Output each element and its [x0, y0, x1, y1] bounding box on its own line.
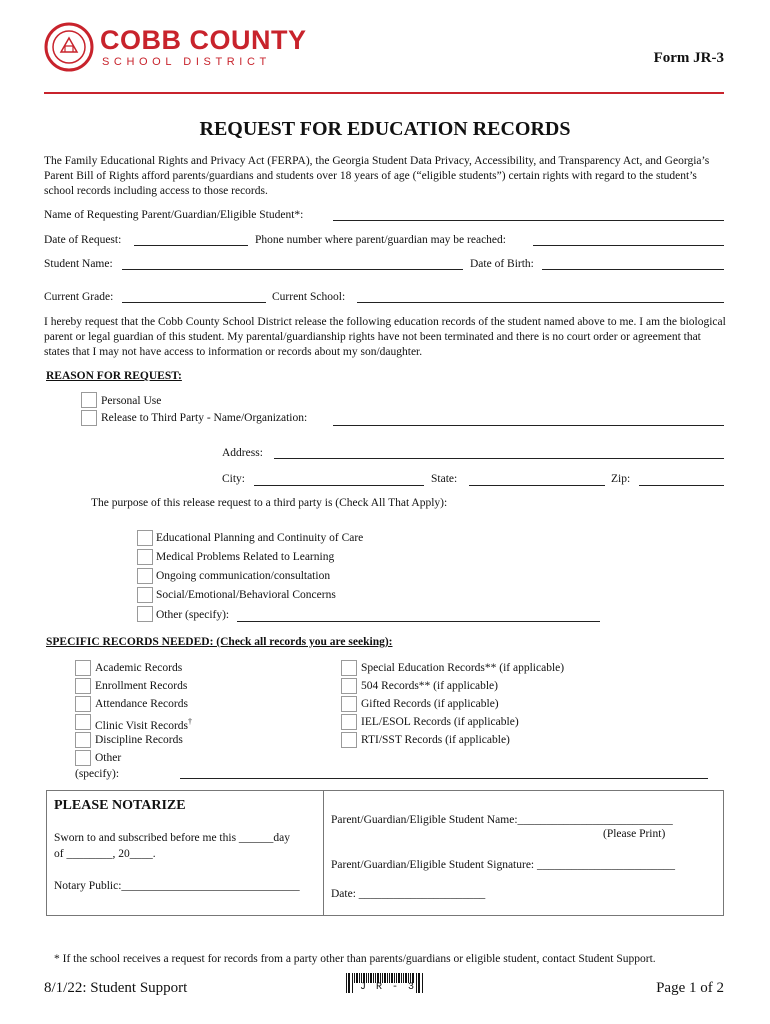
date-of-request-field[interactable] [134, 245, 248, 246]
purpose-checkbox[interactable] [137, 587, 153, 603]
record-checkbox[interactable] [341, 732, 357, 748]
footer-date: 8/1/22: Student Support [44, 980, 188, 996]
record-checkbox[interactable] [75, 696, 91, 712]
district-logo [44, 22, 307, 74]
phone-field[interactable] [533, 245, 724, 246]
record-checkbox[interactable] [341, 678, 357, 694]
header-rule [44, 92, 724, 94]
dagger-mark: † [188, 717, 193, 726]
reason-heading: REASON FOR REQUEST: [46, 370, 182, 382]
personal-use-checkbox[interactable] [81, 392, 97, 408]
requester-name-field[interactable] [333, 220, 724, 221]
request-statement: I hereby request that the Cobb County School District release the following education records of the student named above to me. I am the biological parent or legal guardian of this student. My parental/guardianship rights have not been terminated and there is no court order or agreement that states that I may not have access to information or records about my son/daughter. [44, 316, 726, 358]
purpose-label-item: Ongoing communication/consultation [156, 570, 331, 582]
requester-name-label: Name of Requesting Parent/Guardian/Eligible Student*: [44, 209, 304, 221]
purpose-label-item: Social/Emotional/Behavioral Concerns [156, 589, 336, 601]
purpose-checkbox[interactable] [137, 568, 153, 584]
record-label: Attendance Records [95, 698, 188, 710]
record-checkbox[interactable] [75, 732, 91, 748]
logo-bottom-text: SCHOOL DISTRICT [102, 56, 271, 68]
notary-date-field[interactable]: Date: ______________________ [331, 888, 486, 900]
sworn-line-2: of ________, 20____. [54, 848, 156, 860]
sworn-line-1: Sworn to and subscribed before me this ______day [54, 832, 291, 844]
form-id: Form JR-3 [653, 50, 724, 66]
school-field[interactable] [357, 302, 724, 303]
grade-label: Current Grade: [44, 291, 114, 303]
purpose-label-item: Other (specify): [156, 609, 230, 621]
footnote: * If the school receives a request for records from a party other than parents/guardians or eligible student, contact Student Support. [54, 953, 656, 965]
notary-divider [323, 791, 324, 915]
zip-field[interactable] [639, 485, 724, 486]
third-party-label: Release to Third Party - Name/Organization: [101, 412, 308, 424]
address-label: Address: [222, 447, 263, 459]
phone-label: Phone number where parent/guardian may be reached: [255, 234, 506, 246]
zip-label: Zip: [611, 473, 631, 485]
record-specify-label: (specify): [75, 768, 120, 780]
record-checkbox[interactable] [341, 696, 357, 712]
purpose-label-item: Medical Problems Related to Learning [156, 551, 335, 563]
record-label: Clinic Visit Records† [95, 717, 193, 732]
grade-field[interactable] [122, 302, 266, 303]
seal-icon [44, 22, 94, 72]
records-heading: SPECIFIC RECORDS NEEDED: (Check all records you are seeking): [46, 636, 393, 648]
record-label: Special Education Records** (if applicable) [361, 662, 565, 674]
record-checkbox[interactable] [341, 714, 357, 730]
guardian-signature-field[interactable]: Parent/Guardian/Eligible Student Signature: ________________________ [331, 859, 676, 871]
guardian-name-field[interactable]: Parent/Guardian/Eligible Student Name:___________________________ [331, 814, 673, 826]
record-label: Discipline Records [95, 734, 183, 746]
purpose-checkbox[interactable] [137, 530, 153, 546]
state-field[interactable] [469, 485, 605, 486]
state-label: State: [431, 473, 458, 485]
school-label: Current School: [272, 291, 346, 303]
record-label: RTI/SST Records (if applicable) [361, 734, 510, 746]
purpose-label: The purpose of this release request to a third party is (Check All That Apply): [91, 497, 448, 509]
barcode [346, 973, 424, 993]
logo-top-text: COBB COUNTY [100, 25, 307, 55]
record-label: Enrollment Records [95, 680, 188, 692]
third-party-checkbox[interactable] [81, 410, 97, 426]
please-print-note: (Please Print) [603, 828, 666, 840]
purpose-checkbox[interactable] [137, 549, 153, 565]
page-number: Page 1 of 2 [656, 980, 724, 996]
record-label: IEL/ESOL Records (if applicable) [361, 716, 519, 728]
third-party-field[interactable] [333, 425, 724, 426]
record-label: Academic Records [95, 662, 183, 674]
purpose-checkbox[interactable] [137, 606, 153, 622]
barcode-text: J R - 3 [360, 982, 417, 993]
student-name-field[interactable] [122, 269, 463, 270]
personal-use-label: Personal Use [101, 395, 162, 407]
record-other-checkbox[interactable] [75, 750, 91, 766]
record-checkbox[interactable] [341, 660, 357, 676]
purpose-label-item: Educational Planning and Continuity of Care [156, 532, 364, 544]
student-name-label: Student Name: [44, 258, 113, 270]
date-of-request-label: Date of Request: [44, 234, 122, 246]
dob-label: Date of Birth: [470, 258, 534, 270]
notary-box [46, 790, 724, 916]
city-field[interactable] [254, 485, 424, 486]
city-label: City: [222, 473, 246, 485]
notarize-heading: PLEASE NOTARIZE [54, 798, 186, 813]
record-label: Gifted Records (if applicable) [361, 698, 499, 710]
address-field[interactable] [274, 458, 724, 459]
purpose-other-field[interactable] [237, 621, 600, 622]
record-checkbox[interactable] [75, 714, 91, 730]
page-title: REQUEST FOR EDUCATION RECORDS [199, 118, 571, 140]
record-label: 504 Records** (if applicable) [361, 680, 498, 692]
record-checkbox[interactable] [75, 660, 91, 676]
record-specify-field[interactable] [180, 778, 708, 779]
dob-field[interactable] [542, 269, 724, 270]
record-checkbox[interactable] [75, 678, 91, 694]
record-other-label: Other [95, 752, 122, 764]
intro-paragraph: The Family Educational Rights and Privacy Act (FERPA), the Georgia Student Data Privacy, Accessibility, and Transparency Act, and Georgia’s Parent Bill of Rights afford parents/guardians and students over 18 years of age (“eligible students”) certain rights with regard to the student’s school records including access to those records. [44, 155, 710, 197]
notary-public-field[interactable]: Notary Public:_______________________________ [54, 880, 300, 892]
